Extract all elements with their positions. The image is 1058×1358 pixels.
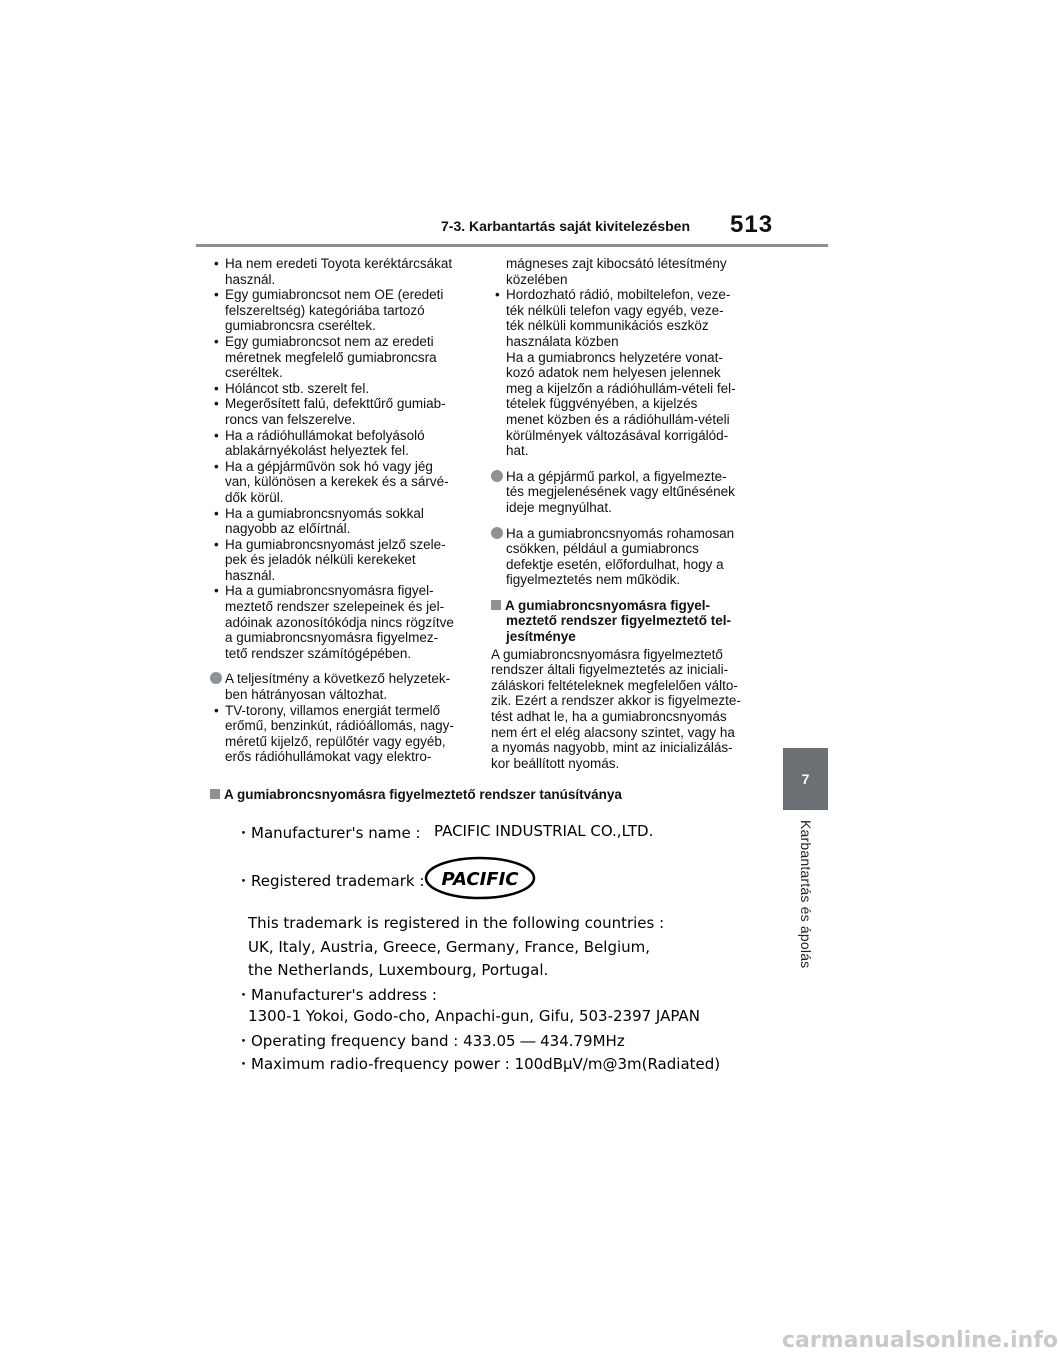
list-item: • Ha a gumiabroncsnyomásra figyel- meztető rendszer szelepeinek és jel- adóinak azonosítókódja nincs rögzítve a gumiabroncsnyomásra figyelmez- tető rendszer számítógépében. [214, 583, 454, 661]
left-column [210, 256, 472, 765]
pacific-logo [424, 856, 536, 900]
square-bullet-icon [210, 789, 220, 799]
list-item: • Egy gumiabroncsot nem OE (eredeti felszereltség) kategóriába tartozó gumiabroncsra cseréltek. [214, 287, 444, 334]
list-item: • TV-torony, villamos energiát termelő erőmű, benzinkút, rádióállomás, nagy- méretű kijelző, repülőtér vagy egyéb, erős rádióhullámokat vagy elektro- [214, 702, 454, 765]
circle-bullet-icon [491, 470, 503, 482]
header-divider [196, 244, 828, 247]
page-number: 513 [730, 211, 774, 238]
square-bullet-icon [491, 600, 501, 610]
list-item-continuation: mágneses zajt kibocsátó létesítmény közelében [506, 256, 727, 287]
list-item: • Megerősített falú, defekttűrő gumiab- roncs van felszerelve. [214, 396, 446, 427]
radio-power: ・Maximum radio-frequency power : 100dBμV/m@3m(Radiated) [236, 1055, 721, 1073]
certificate-image [222, 812, 742, 1080]
section-heading: A gumiabroncsnyomásra figyel- meztető rendszer figyelmeztető tel- jesítménye [491, 598, 753, 645]
list-item: • Ha a rádióhullámokat befolyásoló ablakárnyékolást helyeztek fel. [214, 427, 425, 459]
list-item: • Ha nem eredeti Toyota keréktárcsákat használ. [214, 256, 453, 287]
list-item: • Ha gumiabroncsnyomást jelző szele- pek és jeladók nélküli kerekeket használ. [214, 536, 446, 583]
address-label: ・Manufacturer's address : [236, 986, 437, 1004]
watermark: carmanualsonline.info [782, 1328, 1058, 1353]
chapter-number: 7 [801, 771, 810, 787]
list-item: • Ha a gumiabroncsnyomás sokkal nagyobb az előírtnál. [214, 505, 424, 537]
chapter-tab [783, 748, 828, 810]
certificate-heading: A gumiabroncsnyomásra figyelmeztető rendszer tanúsítványa [210, 787, 622, 802]
circle-item: Ha a gépjármű parkol, a figyelmezte- tés megjelenésének vagy eltűnésének ideje megnyúlhat. [491, 469, 753, 516]
section-title: 7-3. Karbantartás saját kivitelezésben [441, 218, 691, 234]
frequency-band: ・Operating frequency band : 433.05 ― 434.79MHz [236, 1032, 625, 1050]
list-item: • Ha a gépjárművön sok hó vagy jég van, különösen a kerekek és a sárvé- dők körül. [214, 458, 449, 505]
chapter-title: Karbantartás és ápolás [798, 820, 814, 969]
circle-bullet-icon [491, 527, 503, 539]
logo-text: PACIFIC [441, 869, 519, 890]
list-item: • Hóláncot stb. szerelt fel. [214, 380, 370, 396]
trademark-label: ・Registered trademark : [236, 872, 425, 890]
list-item: • Hordozható rádió, mobiltelefon, veze- ték nélküli telefon vagy egyéb, veze- ték nélküli kommunikációs eszköz használata közben [495, 287, 731, 349]
right-column [491, 256, 753, 771]
circle-item: A teljesítmény a következő helyzetek- ben hátrányosan változhat. [210, 671, 472, 702]
address-value: 1300-1 Yokoi, Godo-cho, Anpachi-gun, Gifu, 503-2397 JAPAN [248, 1007, 700, 1025]
manufacturer-value: PACIFIC INDUSTRIAL CO.,LTD. [434, 822, 654, 840]
circle-item: Ha a gumiabroncsnyomás rohamosan csökken, például a gumiabroncs defektje esetén, előfordulhat, hogy a figyelmeztetés nem működik. [491, 526, 753, 588]
list-item-note: Ha a gumiabroncs helyzetére vonat- kozó adatok nem helyesen jelennek meg a kijelzőn a rádióhullám-vételi fel- tételek függvényében, a kijelzés menet közben és a rádióhullám-vételi körülmények változásával korrigálód- hat. [506, 349, 736, 459]
manufacturer-label: ・Manufacturer's name : [236, 824, 421, 842]
countries-intro: This trademark is registered in the following countries : [248, 914, 665, 932]
countries-line-2: the Netherlands, Luxembourg, Portugal. [248, 961, 549, 979]
circle-bullet-icon [210, 672, 222, 684]
section-paragraph: A gumiabroncsnyomásra figyelmeztető rendszer általi figyelmeztetés az iniciali- záláskori feltételeknek megfelelően válto- zik. Ezért a rendszer akkor is figyelmezte- tést adhat le, ha a gumiabroncsnyomás nem ért el elég alacsony szintet, vagy ha a nyomás nagyobb, mint az inicializálás- kor beállított nyomás. [491, 646, 741, 771]
list-item: • Egy gumiabroncsot nem az eredeti méretnek megfelelő gumiabroncsra cseréltek. [214, 333, 437, 381]
countries-line-1: UK, Italy, Austria, Greece, Germany, France, Belgium, [248, 938, 651, 956]
